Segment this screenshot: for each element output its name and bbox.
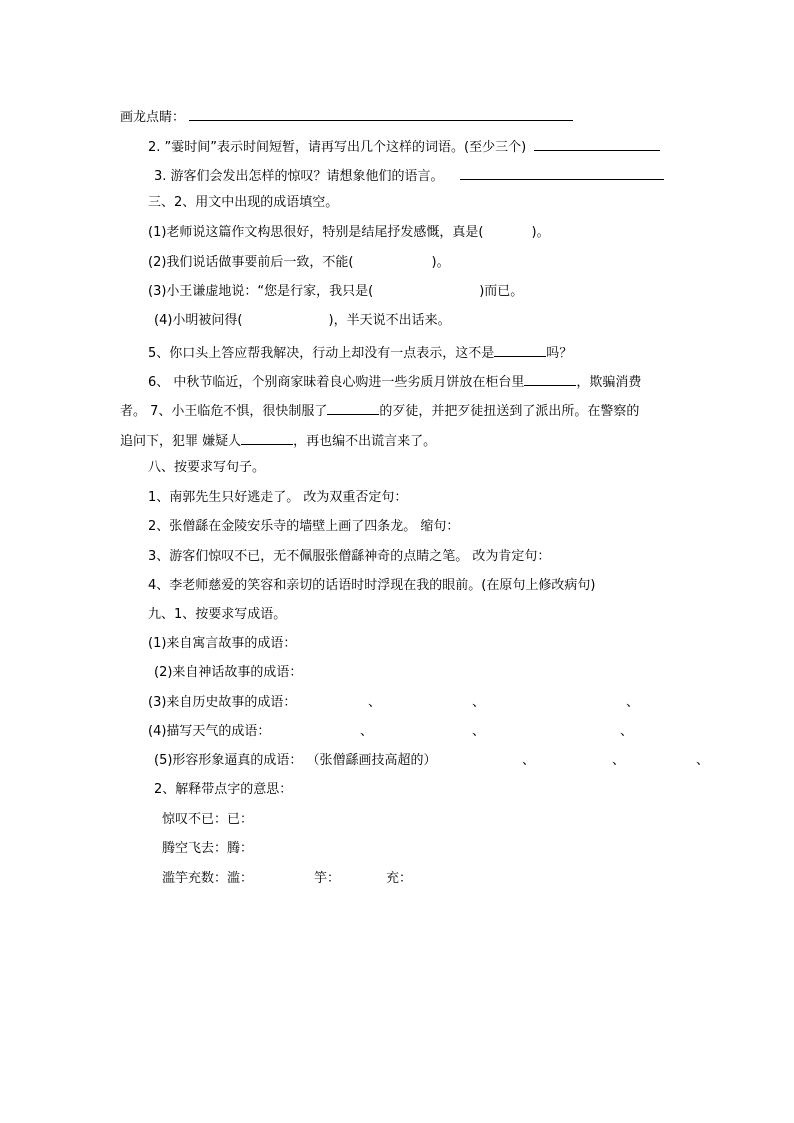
question-text: 者。 7、小王临危不惧，很快制服了: [120, 404, 328, 419]
question-text: )，半天说不出话来。: [328, 313, 451, 328]
answer-blank[interactable]: [241, 430, 293, 445]
question-label: 画龙点睛：: [120, 110, 186, 125]
question-text: 竽：: [314, 871, 341, 886]
answer-blank[interactable]: [460, 165, 664, 180]
question-text: 惊叹不已：已：: [162, 812, 254, 827]
question-text: (3)小王谦虚地说：“您是行家，我只是(: [148, 284, 374, 299]
question-text: 3、游客们惊叹不已，无不佩服张僧繇神奇的点睛之笔。 改为肯定句：: [148, 549, 551, 564]
question-text: 的歹徒，并把歹徒扭送到了派出所。在警察的: [379, 404, 640, 419]
separator: 、: [522, 753, 536, 768]
separator: 、: [626, 695, 640, 710]
question-text: 腾空飞去：腾：: [162, 841, 254, 856]
question-text: (1)来自寓言故事的成语：: [148, 636, 297, 651]
separator: 、: [360, 724, 374, 739]
line-q3: [154, 165, 664, 186]
line-q7-cont: [120, 430, 436, 451]
separator: 、: [696, 753, 710, 768]
question-text: 滥竽充数：滥：: [162, 871, 254, 886]
question-text: 6、 中秋节临近，个别商家昧着良心购进一些劣质月饼放在柜台里: [148, 375, 525, 390]
question-text: (2)来自神话故事的成语：: [154, 665, 303, 680]
question-text: 3. 游客们会发出怎样的惊叹？请想象他们的语言。: [154, 169, 444, 184]
question-text: )而已。: [479, 284, 524, 299]
separator: 、: [620, 724, 634, 739]
question-text: 5、你口头上答应帮我解决，行动上却没有一点表示，这不是: [148, 346, 495, 361]
question-text: )。: [431, 255, 450, 270]
question-text: 1、南郭先生只好逃走了。 改为双重否定句：: [148, 490, 408, 505]
section-heading: 三、2、用文中出现的成语填空。: [148, 195, 339, 210]
question-text: 追问下，犯罪 嫌疑人: [120, 434, 242, 449]
line-dragon-eye: [120, 106, 573, 127]
separator: 、: [472, 695, 486, 710]
line-fill-4: [154, 312, 451, 330]
question-text: (4)小明被问得(: [154, 313, 243, 328]
question-text: (1)老师说这篇作文构思很好，特别是结尾抒发感慨，真是(: [148, 225, 484, 240]
question-text: 2、张僧繇在金陵安乐寺的墙壁上画了四条龙。 缩句：: [148, 519, 460, 534]
section-heading: 九、1、按要求写成语。: [148, 607, 287, 622]
line-fill-2: [148, 254, 450, 272]
question-text: ，再也编不出谎言来了。: [293, 434, 437, 449]
question-text: (5)形容形象逼真的成语： （张僧繇画技高超的）: [154, 753, 437, 768]
line-q5: [148, 342, 572, 363]
question-text: 2. ”霎时间”表示时间短暂，请再写出几个这样的词语。(至少三个): [148, 140, 527, 155]
line-q6: [148, 371, 641, 392]
line-q7: [120, 400, 639, 421]
answer-blank[interactable]: [189, 106, 573, 121]
answer-blank[interactable]: [494, 342, 546, 357]
line-q2: [148, 136, 660, 157]
question-text: 4、李老师慈爱的笑容和亲切的话语时时浮现在我的眼前。(在原句上修改病句): [148, 578, 596, 593]
question-text: )。: [531, 225, 550, 240]
question-text: (4)描写天气的成语：: [148, 724, 271, 739]
line-fill-1: [148, 224, 550, 242]
separator: 、: [472, 724, 486, 739]
answer-blank[interactable]: [327, 400, 379, 415]
question-text: ，欺骗消费: [576, 375, 642, 390]
answer-blank[interactable]: [524, 371, 576, 386]
question-text: (3)来自历史故事的成语：: [148, 695, 297, 710]
answer-blank[interactable]: [534, 136, 660, 151]
question-text: (2)我们说话做事要前后一致，不能(: [148, 255, 354, 270]
line-fill-3: [148, 283, 523, 301]
question-text: 吗？: [546, 346, 573, 361]
section-heading: 八、按要求写句子。: [148, 460, 266, 475]
question-text: 2、解释带点字的意思：: [154, 782, 293, 797]
question-text: 充：: [386, 871, 413, 886]
separator: 、: [368, 695, 382, 710]
separator: 、: [612, 753, 626, 768]
